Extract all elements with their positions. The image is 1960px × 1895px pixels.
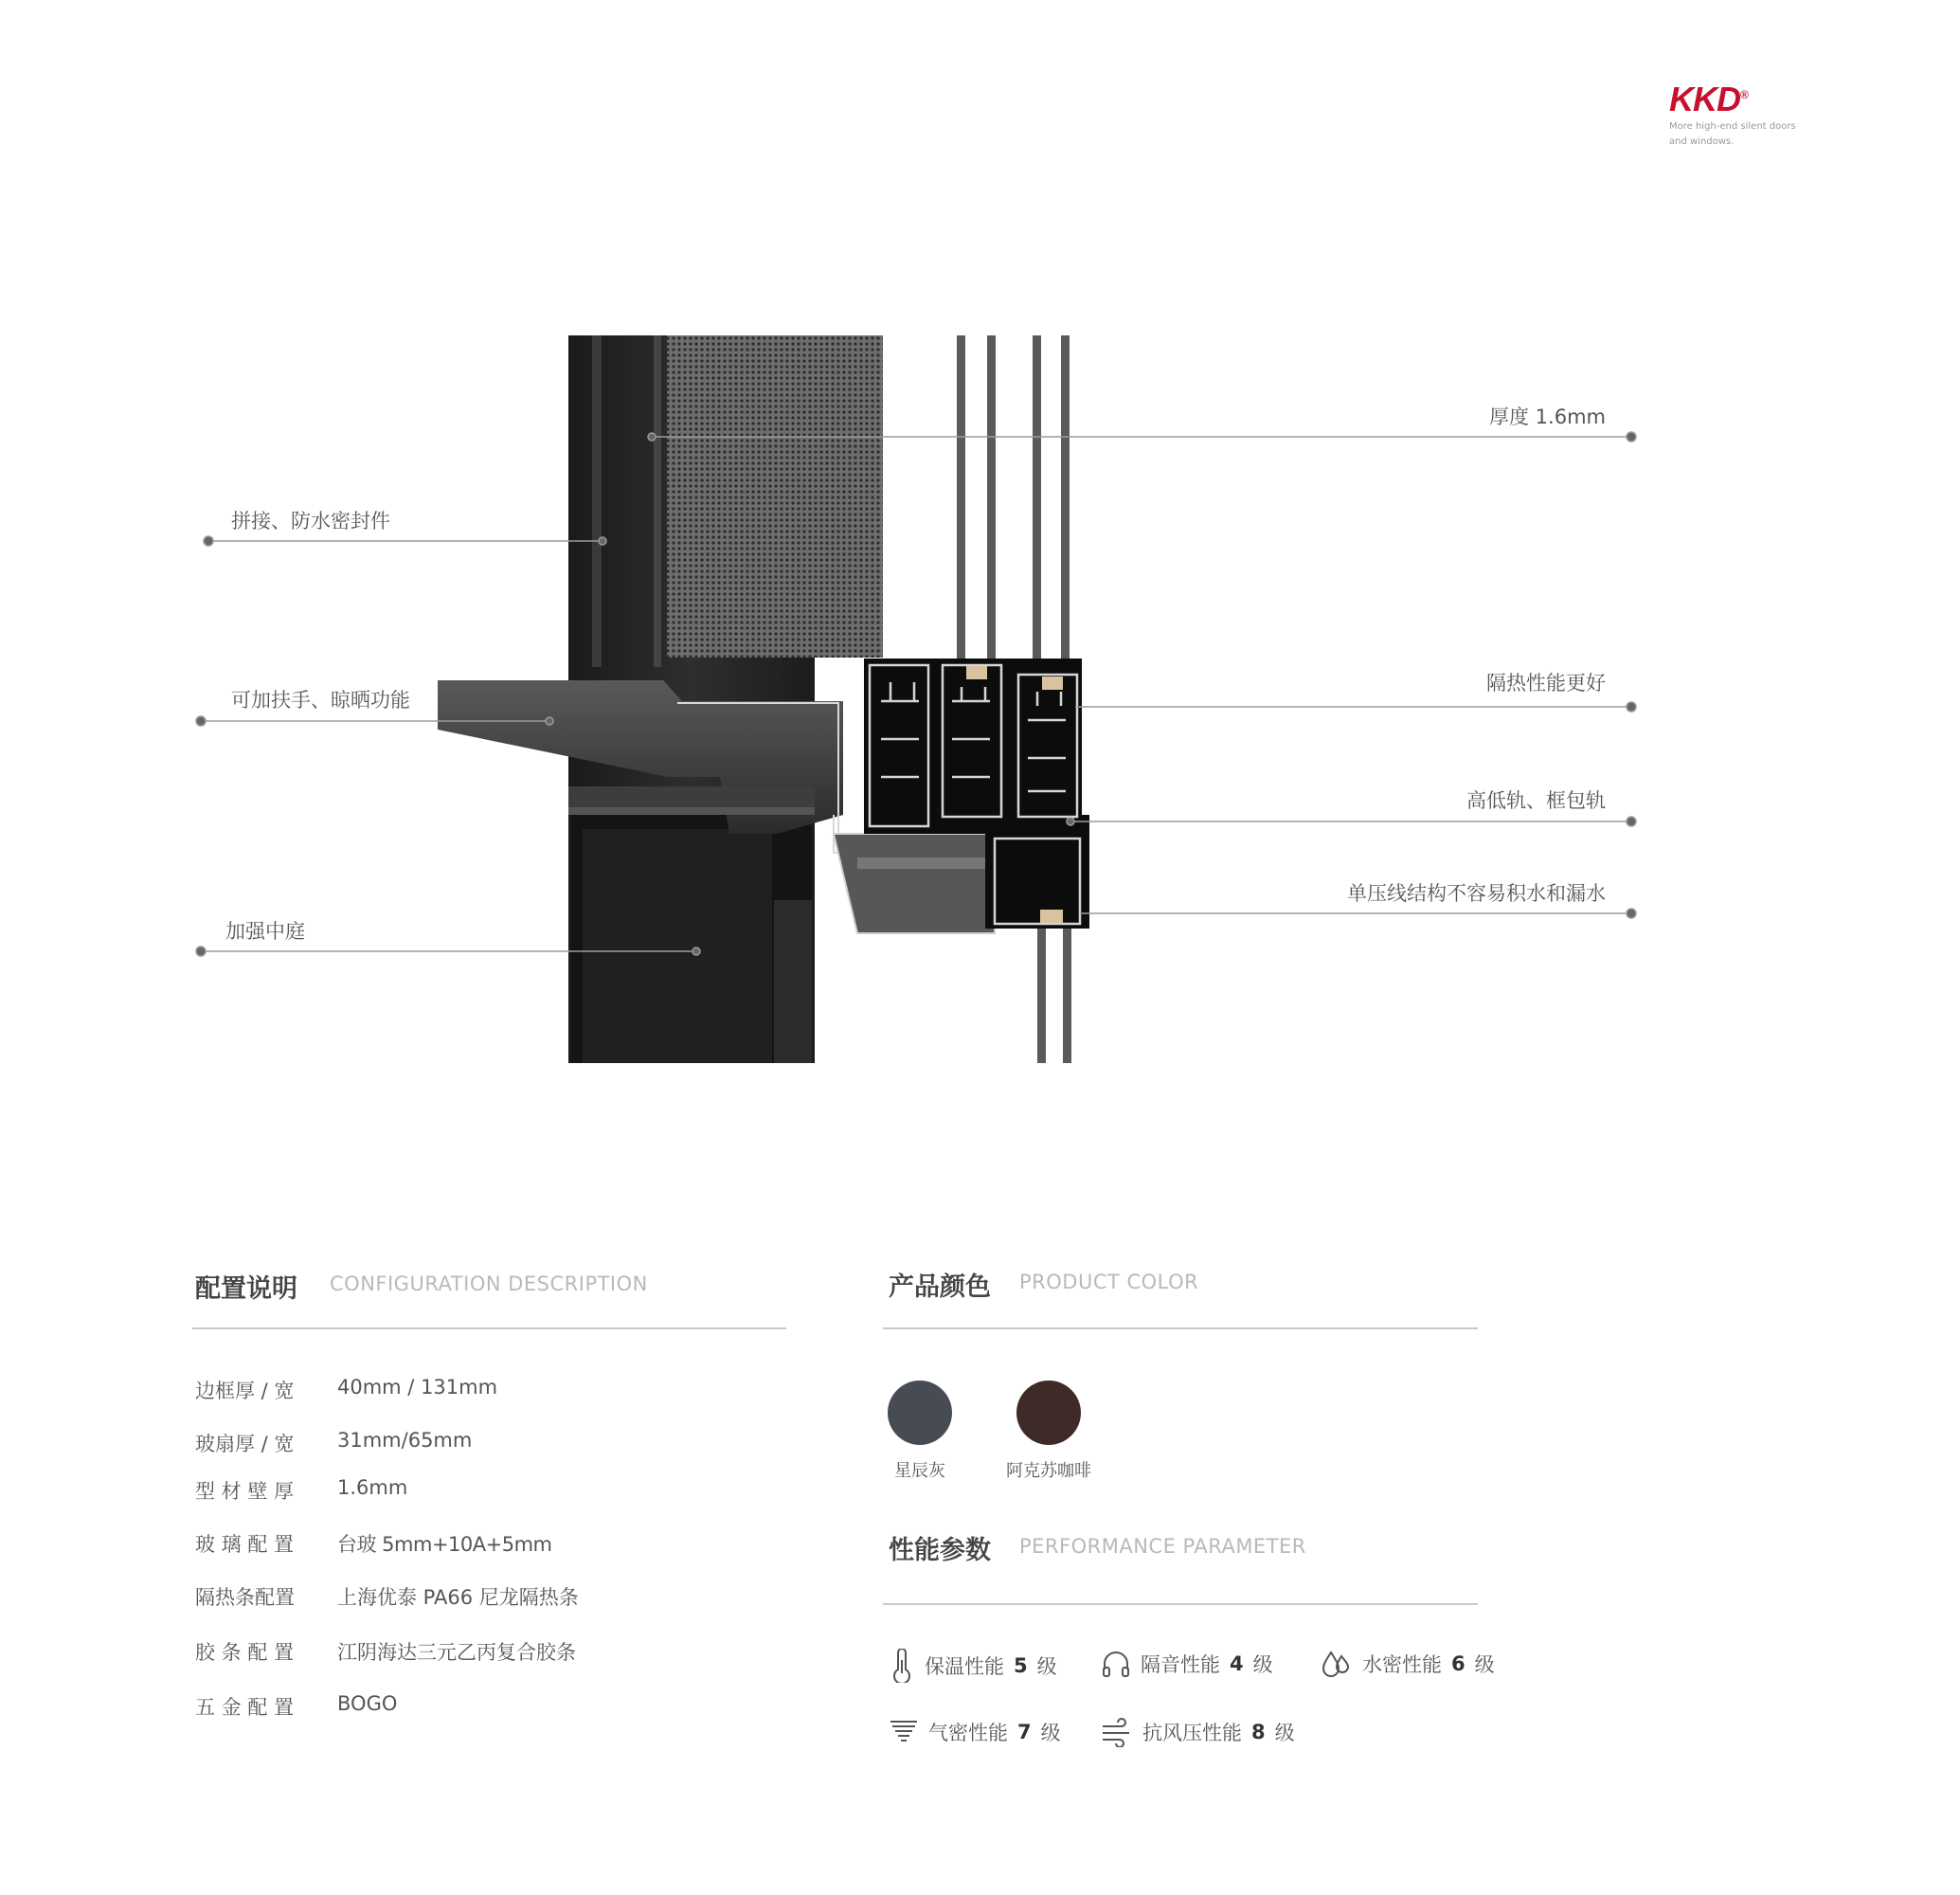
color-swatch-gray[interactable] [888, 1381, 952, 1445]
config-value: 台玻 5mm+10A+5mm [337, 1533, 552, 1556]
headphones-icon [1101, 1649, 1131, 1679]
color-subtitle: PRODUCT COLOR [1019, 1271, 1199, 1293]
perf-item-wind: 抗风压性能 8 级 [1101, 1717, 1295, 1747]
config-value: 1.6mm [337, 1476, 408, 1499]
config-value: BOGO [337, 1692, 398, 1715]
screen-mesh [667, 335, 883, 658]
wind-icon [1101, 1717, 1133, 1747]
color-divider [883, 1327, 1478, 1329]
config-label: 玻 璃 配 置 [195, 1533, 295, 1556]
callout-thickness: 厚度 1.6mm [1489, 406, 1606, 428]
config-value: 上海优泰 PA66 尼龙隔热条 [337, 1586, 579, 1609]
config-value: 40mm / 131mm [337, 1376, 498, 1399]
performance-title: 性能参数 [889, 1536, 991, 1565]
perf-item-sound: 隔音性能 4 级 [1101, 1649, 1273, 1679]
performance-subtitle: PERFORMANCE PARAMETER [1019, 1535, 1306, 1558]
brand-tagline: More high-end silent doors and windows. [1669, 121, 1796, 147]
callout-mullion: 加强中庭 [225, 920, 305, 943]
thermometer-icon [889, 1649, 915, 1683]
config-label: 隔热条配置 [195, 1586, 295, 1609]
color-swatch-label: 阿克苏咖啡 [1006, 1461, 1091, 1481]
water-drop-icon [1321, 1649, 1353, 1679]
callout-drainage: 单压线结构不容易积水和漏水 [1347, 882, 1606, 905]
perf-item-air: 气密性能 7 级 [889, 1717, 1061, 1747]
performance-divider [883, 1603, 1478, 1605]
color-swatch-coffee[interactable] [1016, 1381, 1081, 1445]
callout-insulation: 隔热性能更好 [1486, 672, 1606, 695]
config-label: 边框厚 / 宽 [195, 1380, 295, 1402]
perf-item-insulation: 保温性能 5 级 [889, 1649, 1057, 1683]
callout-handrail: 可加扶手、晾晒功能 [231, 689, 410, 712]
config-value: 31mm/65mm [337, 1429, 473, 1452]
airflow-icon [889, 1717, 919, 1747]
callout-seal: 拼接、防水密封件 [231, 510, 390, 532]
config-label: 胶 条 配 置 [195, 1641, 295, 1664]
config-label: 五 金 配 置 [195, 1696, 295, 1719]
color-swatch-label: 星辰灰 [894, 1461, 945, 1481]
brand-logo: KKD® [1669, 80, 1748, 118]
config-label: 型 材 壁 厚 [195, 1480, 295, 1503]
config-title: 配置说明 [195, 1274, 297, 1304]
color-title: 产品颜色 [889, 1272, 991, 1302]
callout-rail: 高低轨、框包轨 [1466, 789, 1606, 812]
perf-item-water: 水密性能 6 级 [1321, 1649, 1495, 1679]
config-value: 江阴海达三元乙丙复合胶条 [337, 1641, 576, 1664]
config-label: 玻扇厚 / 宽 [195, 1433, 295, 1455]
config-divider [192, 1327, 786, 1329]
config-subtitle: CONFIGURATION DESCRIPTION [330, 1272, 648, 1295]
